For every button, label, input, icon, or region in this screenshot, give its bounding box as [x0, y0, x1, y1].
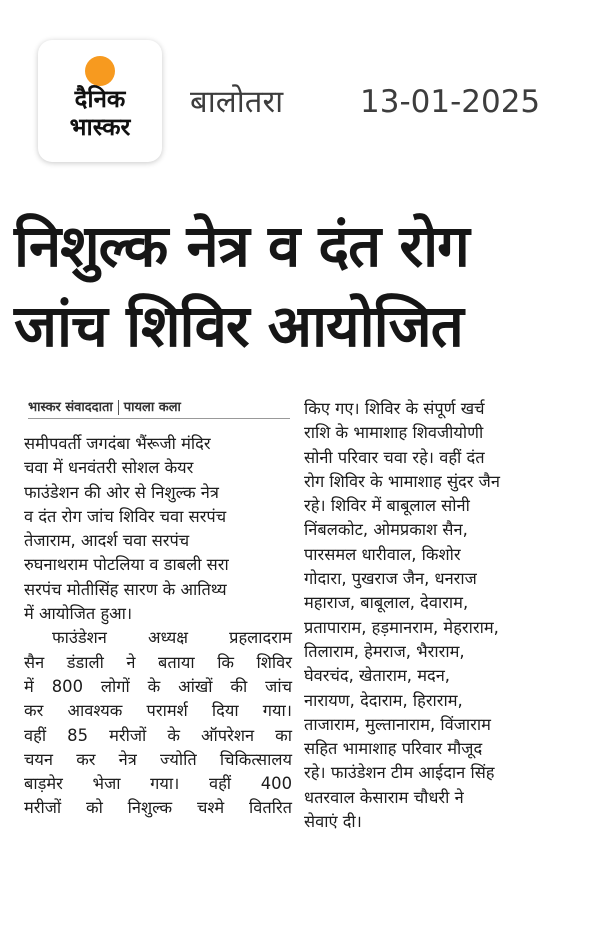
byline-place: पायला कला	[123, 400, 181, 415]
logo-line1: दैनिक	[74, 85, 126, 113]
logo-line2: भास्कर	[69, 113, 131, 141]
article-paragraph-3: किए गए। शिविर के संपूर्ण खर्च राशि के भामाशाह शिवजीयोणी सोनी परिवार चवा रहे। वहीं दंत रोग शिविर के भामाशाह सुंदर जैन रहे। शिविर में बाबूलाल सोनी निंबलकोट, ओमप्रकाश सैन, पारसमल धारीवाल, किशोर गोदारा, पुखराज जैन, धनराज महाराज, बाबूलाल, देवाराम, प्रतापाराम, हड़मानराम, मेहराराम, तिलाराम, हेमराज, भैराराम, घेवरचंद, खेताराम, मदन, नारायण, देदाराम, हिराराम, ताजाराम, मुल्तानाराम, विंजाराम सहित भामाशाह परिवार मौजूद रहे। फाउंडेशन टीम आईदान सिंह धतरवाल केसाराम चौधरी ने सेवाएं दी।	[304, 399, 500, 832]
edition-city: बालोतरा	[190, 84, 284, 120]
edition-date: 13-01-2025	[360, 84, 541, 120]
article-paragraph-1: समीपवर्ती जगदंबा भैंरूजी मंदिर चवा में धनवंतरी सोशल केयर फाउंडेशन की ओर से निशुल्क नेत्र व दंत रोग जांच शिविर चवा सरपंच तेजाराम, आदर्श चवा सरपंच रुघनाथराम पोटलिया व डाबली सरा सरपंच मोतीसिंह सारण के आतिथ्य में आयोजित हुआ।	[24, 434, 229, 624]
article-paragraph-2: फाउंडेशन अध्यक्ष प्रहलादराम सैन डंडाली ने बताया कि शिविर में 800 लोगों के आंखों की जांच कर आवश्यक परामर्श दिया गया। वहीं 85 मरीजों के ऑपरेशन का चयन कर नेत्र ज्योति चिकित्सालय बाड़मेर भेजा गया। वहीं 400 मरीजों को निशुल्क चश्मे वितरित	[24, 628, 292, 818]
sun-icon	[85, 56, 115, 86]
article-column-left	[24, 432, 292, 821]
byline-separator	[118, 400, 119, 415]
byline	[28, 398, 290, 419]
headline-line1: निशुल्क नेत्र व दंत रोग	[14, 212, 469, 280]
headline-line2: जांच शिविर आयोजित	[14, 292, 463, 360]
newspaper-header	[0, 0, 600, 180]
byline-reporter: भास्कर संवाददाता	[28, 400, 113, 415]
dainik-bhaskar-logo	[38, 40, 162, 162]
article-headline	[14, 206, 586, 366]
article-column-right	[304, 397, 578, 834]
